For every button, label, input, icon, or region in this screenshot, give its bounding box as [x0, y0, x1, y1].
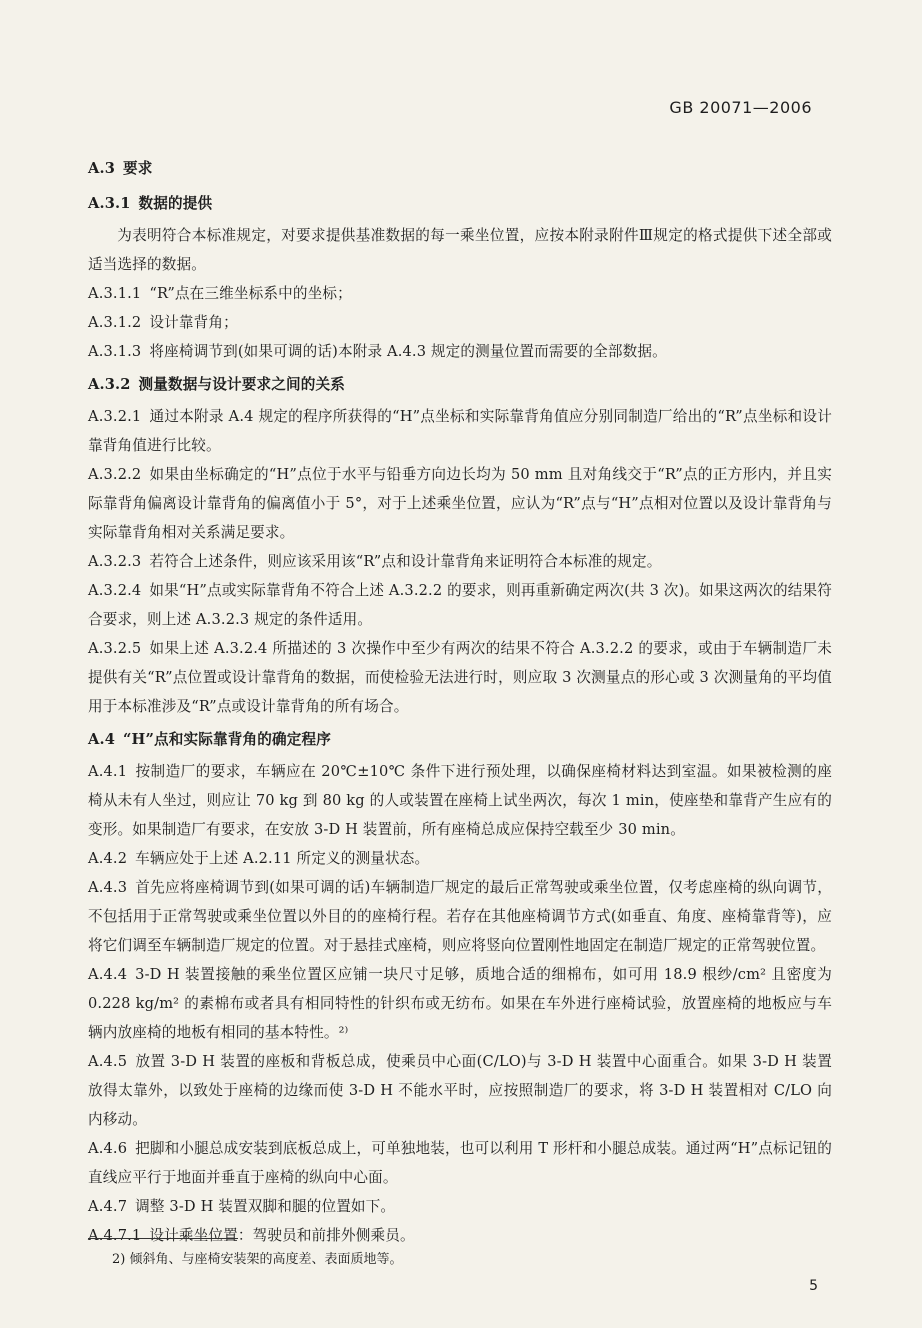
clause-a3-1-3: A.3.1.3 将座椅调节到(如果可调的话)本附录 A.4.3 规定的测量位置而需要的全部数据。 [88, 343, 667, 360]
footnote-divider [88, 1238, 238, 1239]
standard-code: GB 20071—2006 [669, 98, 812, 117]
section-heading-a4: A.4 “H”点和实际靠背角的确定程序 [88, 731, 331, 748]
section-heading-a3-1: A.3.1 数据的提供 [88, 195, 213, 212]
clause-a4-7: A.4.7 调整 3-D H 装置双脚和腿的位置如下。 [88, 1198, 396, 1215]
content-area [88, 150, 832, 1250]
clause-a3-2-1: A.3.2.1 通过本附录 A.4 规定的程序所获得的“H”点坐标和实际靠背角值应分别同制造厂给出的“R”点坐标和设计靠背角值进行比较。 [88, 408, 832, 454]
clause-a4-7-1: A.4.7.1 设计乘坐位置：驾驶员和前排外侧乘员。 [88, 1227, 415, 1244]
clause-a3-1-1: A.3.1.1 “R”点在三维坐标系中的坐标； [88, 285, 352, 302]
clause-a4-2: A.4.2 车辆应处于上述 A.2.11 所定义的测量状态。 [88, 850, 430, 867]
clause-a4-4: A.4.4 3-D H 装置接触的乘坐位置区应铺一块尺寸足够，质地合适的细棉布，如可用 18.9 根纱/cm² 且密度为 0.228 kg/m² 的素棉布或者具有相同特性的针织布或无纺布。如果在车外进行座椅试验，放置座椅的地板应与车辆内放座椅的地板有相同的基本特性。²⁾ [88, 966, 832, 1041]
footnote: 2) 倾斜角、与座椅安装架的高度差、表面质地等。 [112, 1252, 403, 1267]
clause-a4-3: A.4.3 首先应将座椅调节到(如果可调的话)车辆制造厂规定的最后正常驾驶或乘坐位置，仅考虑座椅的纵向调节，不包括用于正常驾驶或乘坐位置以外目的的座椅行程。若存在其他座椅调节方式(如垂直、角度、座椅靠背等)，应将它们调至车辆制造厂规定的位置。对于悬挂式座椅，则应将竖向位置刚性地固定在制造厂规定的正常驾驶位置。 [88, 879, 832, 954]
clause-a4-5: A.4.5 放置 3-D H 装置的座板和背板总成，使乘员中心面(C/LO)与 3-D H 装置中心面重合。如果 3-D H 装置放得太靠外，以致处于座椅的边缘而使 3-D H 不能水平时，应按照制造厂的要求，将 3-D H 装置相对 C/LO 向内移动。 [88, 1053, 832, 1128]
clause-a4-1: A.4.1 按制造厂的要求，车辆应在 20℃±10℃ 条件下进行预处理，以确保座椅材料达到室温。如果被检测的座椅从未有人坐过，则应让 70 kg 到 80 kg 的人或装置在座椅上试坐两次，每次 1 min，使座垫和靠背产生应有的变形。如果制造厂有要求，在安放 3-D H 装置前，所有座椅总成应保持空载至少 30 min。 [88, 763, 832, 838]
section-heading-a3-2: A.3.2 测量数据与设计要求之间的关系 [88, 376, 345, 393]
page-number: 5 [809, 1278, 818, 1294]
paragraph-a3-1-intro: 为表明符合本标准规定，对要求提供基准数据的每一乘坐位置，应按本附录附件Ⅲ规定的格式提供下述全部或适当选择的数据。 [88, 227, 832, 273]
section-heading-a3: A.3 要求 [88, 160, 153, 177]
clause-a3-2-4: A.3.2.4 如果“H”点或实际靠背角不符合上述 A.3.2.2 的要求，则再重新确定两次(共 3 次)。如果这两次的结果符合要求，则上述 A.3.2.3 规定的条件适用。 [88, 582, 832, 628]
clause-a3-2-2: A.3.2.2 如果由坐标确定的“H”点位于水平与铅垂方向边长均为 50 mm 且对角线交于“R”点的正方形内，并且实际靠背角偏离设计靠背角的偏离值小于 5°，对于上述乘坐位置，应认为“R”点与“H”点相对位置以及设计靠背角与实际靠背角相对关系满足要求。 [88, 466, 832, 541]
clause-a4-6: A.4.6 把脚和小腿总成安装到底板总成上，可单独地装，也可以利用 T 形杆和小腿总成装。通过两“H”点标记钮的直线应平行于地面并垂直于座椅的纵向中心面。 [88, 1140, 832, 1186]
clause-a3-2-5: A.3.2.5 如果上述 A.3.2.4 所描述的 3 次操作中至少有两次的结果不符合 A.3.2.2 的要求，或由于车辆制造厂未提供有关“R”点位置或设计靠背角的数据，而使检验无法进行时，则应取 3 次测量点的形心或 3 次测量角的平均值用于本标准涉及“R”点或设计靠背角的所有场合。 [88, 640, 832, 715]
clause-a3-1-2: A.3.1.2 设计靠背角； [88, 314, 238, 331]
clause-a3-2-3: A.3.2.3 若符合上述条件，则应该采用该“R”点和设计靠背角来证明符合本标准的规定。 [88, 553, 662, 570]
